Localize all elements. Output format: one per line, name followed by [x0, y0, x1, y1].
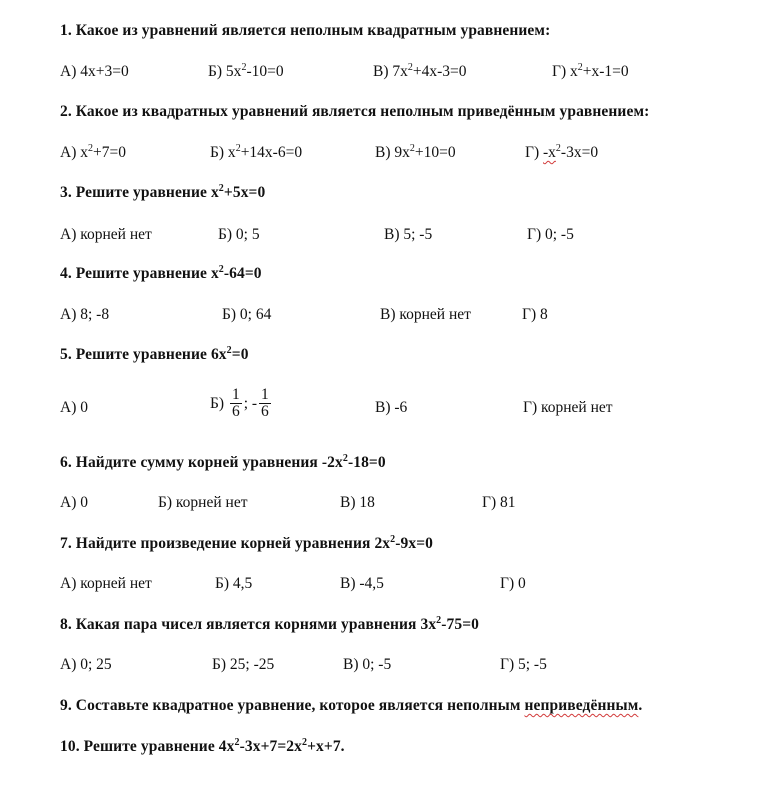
question-1-option-d: Г) $х^2+х-1=0$	[552, 62, 629, 80]
question-7-option-a: А) корней нет	[60, 575, 152, 592]
question-2-option-a: А) $х^2+7=0$	[60, 143, 126, 161]
fraction-one-sixth-negative: $\frac{1}{6}$	[261, 386, 269, 421]
fraction-one-sixth: $\frac{1}{6}$	[231, 386, 240, 421]
question-3-option-b: Б) 0; 5	[218, 226, 260, 243]
question-9-title: 9. Составьте квадратное уравнение, которое является неполным неприведённым.	[60, 697, 643, 714]
question-5-option-b: Б) $\frac{1}{6}$ ; - $\frac{1}{6}$	[210, 386, 269, 421]
question-4-option-b: Б) 0; 64	[222, 306, 272, 323]
question-6-title: 6. Найдите сумму корней уравнения $-2х^2-18=0$	[60, 453, 386, 471]
question-3-option-a: А) корней нет	[60, 226, 152, 243]
question-7-option-d: Г) 0	[500, 575, 526, 592]
question-6-option-a: А) 0	[60, 494, 88, 511]
question-5-title: 5. Решите уравнение $6х^2=0$	[60, 345, 249, 363]
question-7-option-c: В) -4,5	[340, 575, 384, 592]
question-10-title: 10. Решите уравнение $4х^2-3х+7=2х^2+х+7$.	[60, 737, 345, 755]
question-1-option-c: В) $7х^2+4х-3=0$	[373, 62, 467, 80]
spellcheck-underline: неприведённым	[524, 697, 639, 714]
question-2-option-d: Г) $-х^2-3х=0$	[525, 143, 599, 161]
question-7-title: 7. Найдите произведение корней уравнения $2х^2-9х=0$	[60, 534, 434, 552]
question-4-option-c: В) корней нет	[380, 306, 471, 323]
question-6-option-d: Г) 81	[482, 494, 516, 511]
question-3-option-d: Г) 0; -5	[527, 226, 574, 243]
question-8-option-a: А) 0; 25	[60, 656, 112, 673]
question-1-title: 1. Какое из уравнений является неполным квадратным уравнением:	[60, 22, 551, 39]
question-5-option-d: Г) корней нет	[523, 399, 613, 416]
question-3-option-c: В) 5; -5	[384, 226, 433, 243]
question-6-option-c: В) 18	[340, 494, 375, 511]
question-3-title: 3. Решите уравнение $х^2+5х=0$	[60, 183, 266, 201]
question-5-option-a: А) 0	[60, 399, 88, 416]
question-4-option-a: А) 8; -8	[60, 306, 110, 323]
question-8-option-c: В) 0; -5	[343, 656, 392, 673]
question-2-title: 2. Какое из квадратных уравнений является неполным приведённым уравнением:	[60, 103, 650, 120]
question-8-option-b: Б) 25; -25	[212, 656, 275, 673]
question-8-title: 8. Какая пара чисел является корнями уравнения $3х^2-75=0$	[60, 615, 480, 633]
question-8-option-d: Г) 5; -5	[500, 656, 547, 673]
question-6-option-b: Б) корней нет	[158, 494, 248, 511]
question-1-option-a: А) 4х+3=0	[60, 63, 129, 80]
spellcheck-underline: -х	[543, 144, 556, 161]
question-1-option-b: Б) $5х^2-10=0$	[208, 62, 284, 80]
question-4-title: 4. Решите уравнение $х^2-64=0$	[60, 264, 262, 282]
question-2-option-b: Б) $х^2+14х-6=0$	[210, 143, 303, 161]
question-5-option-c: В) -6	[375, 399, 408, 416]
question-7-option-b: Б) 4,5	[215, 575, 253, 592]
question-2-option-c: В) $9х^2+10=0$	[375, 143, 456, 161]
question-4-option-d: Г) 8	[522, 306, 548, 323]
